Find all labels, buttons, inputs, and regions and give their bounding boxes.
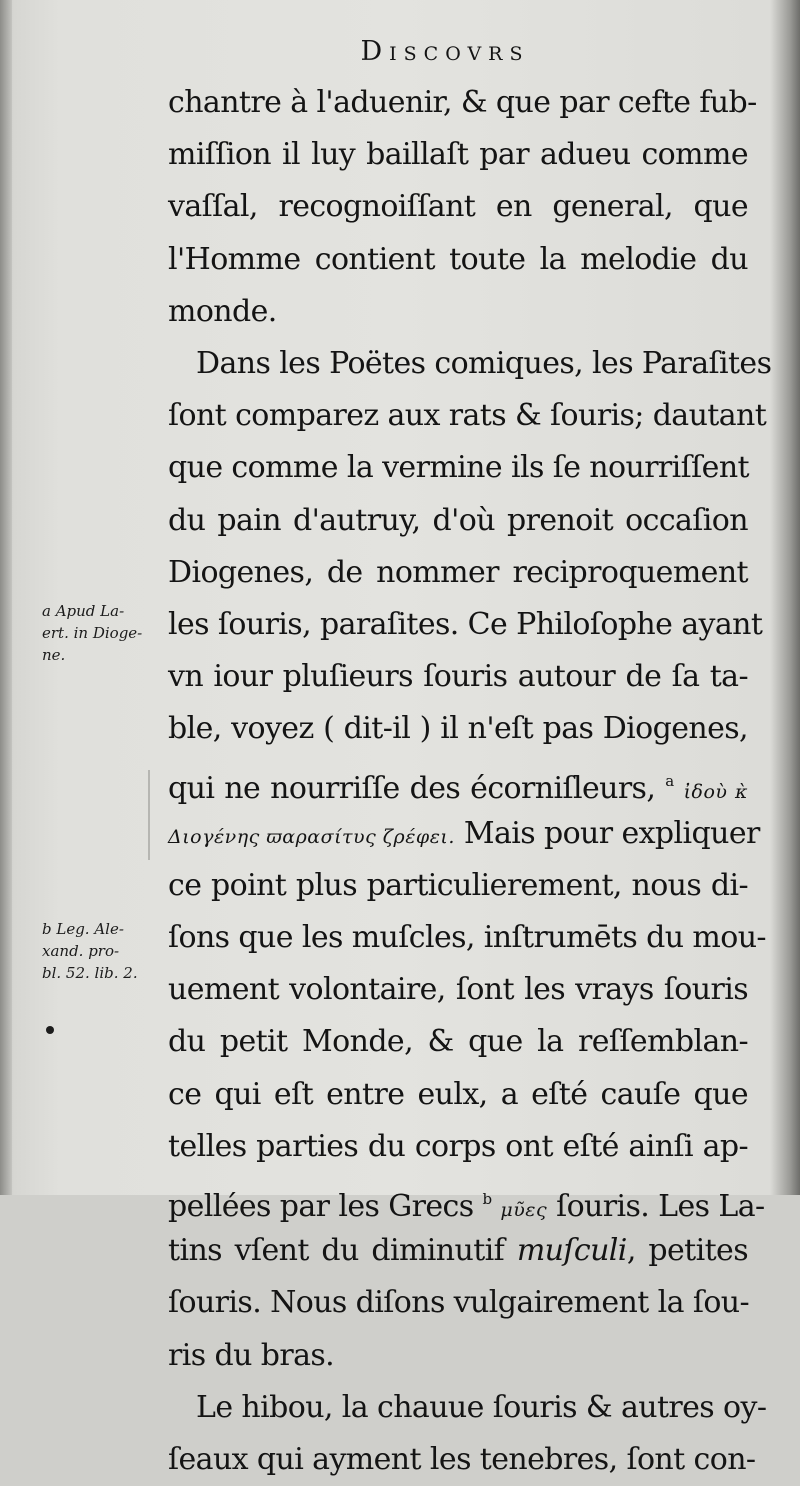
text-line: vn iour pluſieurs ſouris autour de ſa ta- <box>168 659 748 695</box>
text-line: chantre à l'aduenir, & que par cefte fub- <box>168 85 757 120</box>
text-line: du pain d'autruy, d'où prenoit occaſion <box>168 502 748 538</box>
text-line: uement volontaire, ſont les vrays ſouris <box>168 972 748 1008</box>
text-line: que comme la vermine ils ſe nourriſſent <box>168 450 750 486</box>
marginal-line: b Leg. Ale- <box>42 920 124 938</box>
italic-word: muſculi <box>516 1233 627 1269</box>
text-line: ſouris. Nous diſons vulgairement la ſou- <box>168 1285 750 1321</box>
text-line: ſeaux qui ayment les tenebres, ſont con- <box>168 1441 756 1477</box>
text-line: telles parties du corps ont eſté ainſi ap- <box>168 1128 748 1164</box>
text-line: ſont comparez aux rats & ſouris; dautant <box>168 398 767 434</box>
text-line-note-a <box>168 755 748 807</box>
text-line-note-b <box>168 1173 765 1225</box>
footnote-marker-a: a <box>665 772 674 791</box>
text-line: l'Homme contient toute la melodie du <box>168 241 748 277</box>
text-line: ce qui eſt entre eulx, a eſté cauſe que <box>168 1076 748 1112</box>
text-line: ble, voyez ( dit-il ) il n'eſt pas Diogenes, <box>168 711 748 747</box>
text-line: les ſouris, paraſites. Ce Philoſophe ayant <box>168 606 763 642</box>
text-line: ce point plus particulierement, nous di- <box>168 867 748 903</box>
text-line: miſſion il luy baillaſt par adueu comme <box>168 137 748 173</box>
text-line: monde. <box>168 293 277 329</box>
marginal-line: bl. 52. lib. 2. <box>42 964 138 982</box>
text-line: Diogenes, de nommer reciproquement <box>168 554 748 590</box>
marginal-line: ne. <box>42 646 66 664</box>
text-line-musculi <box>168 1225 748 1277</box>
text-segment: qui ne nourriſſe des écorniſleurs, <box>168 771 656 807</box>
footnote-marker-b: b <box>482 1189 492 1208</box>
greek-word: μῦες <box>500 1198 548 1221</box>
text-segment: Mais pour expliquer <box>463 815 760 851</box>
text-segment: ſouris. Les La- <box>556 1188 765 1224</box>
text-line: Le hibou, la chauue ſouris & autres oy- <box>196 1389 767 1425</box>
marginal-line: xand. pro- <box>42 942 120 960</box>
text-line-greek <box>168 808 760 860</box>
text-segment: pellées par les Grecs <box>168 1188 474 1224</box>
ink-dot <box>46 1026 54 1034</box>
text-line: Dans les Poëtes comiques, les Paraſites <box>196 345 772 381</box>
greek-quote: ἰδοὺ κ̀ <box>683 781 749 804</box>
text-line: ris du bras. <box>168 1337 335 1373</box>
margin-rule <box>148 770 150 860</box>
marginal-line: a Apud La- <box>42 602 125 620</box>
running-head: Discovrs <box>360 36 530 67</box>
text-segment: tins vſent du diminutif <box>168 1233 505 1269</box>
text-line: vaſſal, recognoiſſant en general, que <box>168 189 748 225</box>
text-segment: , petites <box>626 1233 748 1269</box>
marginal-note-a <box>42 600 142 666</box>
greek-quote: Διογένης ϖαρασίτυς ζρέφει. <box>168 825 455 848</box>
marginal-line: ert. in Dioge- <box>42 624 143 642</box>
text-line: ſons que les muſcles, inſtrumēts du mou- <box>168 920 766 955</box>
body-text <box>168 77 772 1486</box>
gutter-shadow <box>0 0 12 1195</box>
text-line: du petit Monde, & que la reſſemblan- <box>168 1024 748 1060</box>
marginal-note-b <box>42 918 138 984</box>
